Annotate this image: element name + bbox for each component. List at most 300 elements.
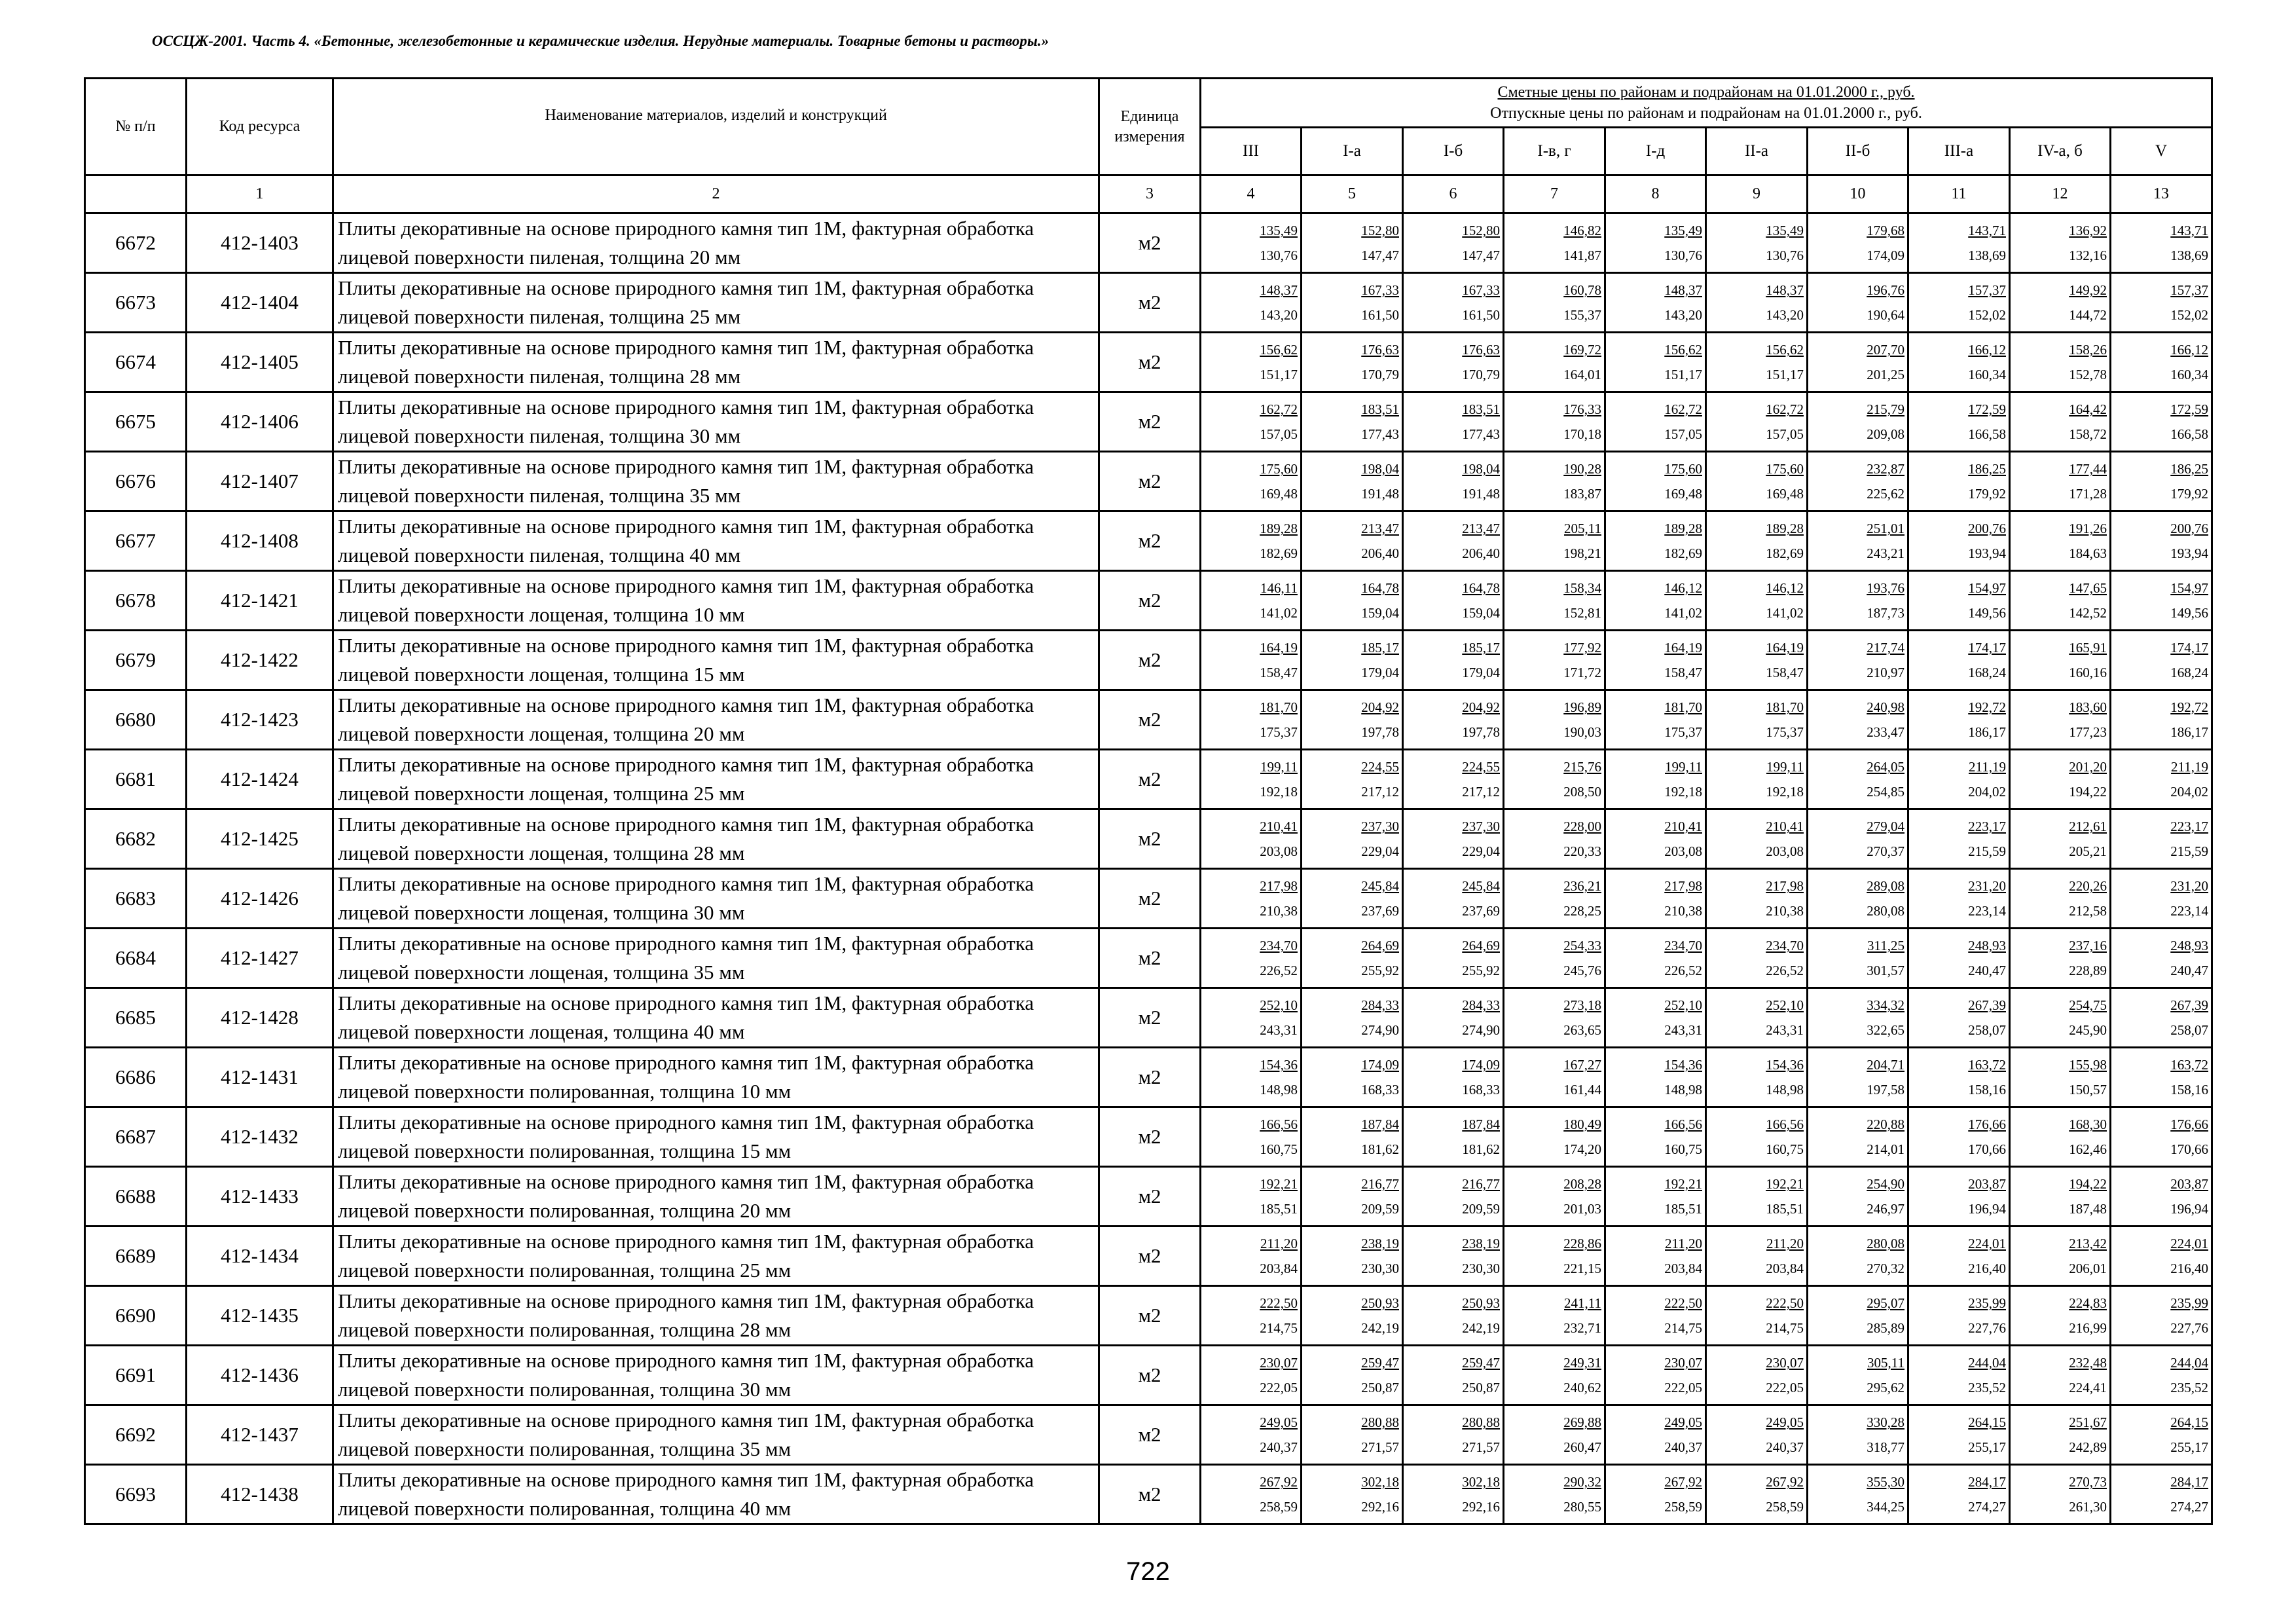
price-cell	[2111, 988, 2212, 1048]
numbering-cell: 4	[1201, 175, 1302, 213]
estimate-price: 207,70	[1867, 342, 1904, 358]
release-price: 192,18	[1664, 784, 1702, 800]
estimate-price: 217,98	[1260, 878, 1298, 894]
price-cell	[1302, 929, 1403, 988]
release-price: 152,02	[2170, 307, 2209, 323]
estimate-price: 169,72	[1563, 342, 1601, 358]
price-cell	[1403, 1167, 1504, 1227]
price-cell	[1201, 1286, 1302, 1346]
region-header: II-а	[1706, 128, 1808, 175]
price-cell	[1908, 452, 2010, 511]
numbering-cell: 11	[1908, 175, 2010, 213]
estimate-price: 163,72	[1968, 1057, 2006, 1073]
release-price: 169,48	[1766, 486, 1804, 502]
price-cell	[1908, 869, 2010, 929]
release-price: 170,66	[2170, 1141, 2209, 1157]
release-price: 229,04	[1462, 843, 1500, 859]
material-name: Плиты декоративные на основе природного камня тип 1М, фактурная обработка лицевой поверхности лощеная, толщина 15 мм	[333, 631, 1099, 690]
price-cell	[1808, 571, 1908, 631]
estimate-price: 211,20	[1260, 1236, 1298, 1251]
estimate-price: 269,88	[1563, 1414, 1601, 1430]
price-cell	[1504, 869, 1605, 929]
release-price: 141,87	[1563, 248, 1601, 263]
release-price: 181,62	[1462, 1141, 1500, 1157]
release-price: 175,37	[1664, 724, 1702, 740]
release-price: 196,94	[1968, 1201, 2006, 1217]
estimate-price: 240,98	[1867, 699, 1904, 715]
release-price: 141,02	[1766, 605, 1804, 621]
estimate-price: 166,56	[1260, 1116, 1298, 1132]
estimate-price: 213,47	[1462, 521, 1500, 536]
estimate-price: 217,74	[1867, 640, 1904, 655]
estimate-price: 220,26	[2069, 878, 2107, 894]
estimate-price: 252,10	[1260, 997, 1298, 1013]
row-number: 6692	[85, 1405, 187, 1465]
release-price: 187,48	[2069, 1201, 2107, 1217]
release-price: 242,19	[1361, 1320, 1399, 1336]
estimate-price: 152,80	[1462, 223, 1500, 238]
estimate-price: 201,20	[2069, 759, 2107, 775]
price-cell	[1808, 869, 1908, 929]
estimate-price: 176,63	[1361, 342, 1399, 358]
estimate-price: 210,41	[1766, 819, 1804, 834]
release-price: 132,16	[2069, 248, 2107, 263]
release-price: 197,78	[1361, 724, 1399, 740]
price-cell	[1706, 452, 1808, 511]
release-price: 143,20	[1766, 307, 1804, 323]
release-price: 179,92	[2170, 486, 2209, 502]
unit-of-measure: м2	[1099, 1227, 1201, 1286]
unit-of-measure: м2	[1099, 631, 1201, 690]
table-row	[85, 1286, 2212, 1346]
price-cell	[1605, 571, 1706, 631]
release-price: 174,09	[1867, 248, 1904, 263]
release-price: 182,69	[1766, 545, 1804, 561]
row-number: 6693	[85, 1465, 187, 1524]
estimate-price: 192,72	[1968, 699, 2006, 715]
estimate-price: 252,10	[1664, 997, 1702, 1013]
row-number: 6690	[85, 1286, 187, 1346]
release-price: 228,89	[2069, 963, 2107, 978]
release-price: 258,07	[2170, 1022, 2209, 1038]
release-price: 203,84	[1664, 1261, 1702, 1276]
price-cell	[1908, 273, 2010, 333]
resource-code: 412-1435	[187, 1286, 333, 1346]
price-cell	[1605, 809, 1706, 869]
release-price: 292,16	[1361, 1499, 1399, 1515]
estimate-price: 183,51	[1361, 401, 1399, 417]
estimate-price: 237,16	[2069, 938, 2107, 953]
estimate-price: 154,97	[1968, 580, 2006, 596]
unit-of-measure: м2	[1099, 929, 1201, 988]
price-cell	[1403, 809, 1504, 869]
price-cell	[1403, 392, 1504, 452]
unit-of-measure: м2	[1099, 1107, 1201, 1167]
estimate-price: 164,42	[2069, 401, 2107, 417]
estimate-price: 211,20	[1665, 1236, 1702, 1251]
price-cell	[1403, 1405, 1504, 1465]
release-price: 169,48	[1260, 486, 1298, 502]
estimate-price: 143,71	[2170, 223, 2209, 238]
numbering-cell-empty	[85, 175, 187, 213]
estimate-price: 245,84	[1361, 878, 1399, 894]
price-cell	[1908, 750, 2010, 809]
row-number: 6678	[85, 571, 187, 631]
release-price: 171,72	[1563, 665, 1601, 680]
region-header: II-б	[1808, 128, 1908, 175]
price-cell	[1302, 988, 1403, 1048]
price-cell	[1504, 631, 1605, 690]
estimate-price: 267,39	[2170, 997, 2209, 1013]
price-cell	[1908, 690, 2010, 750]
estimate-price: 330,28	[1867, 1414, 1904, 1430]
release-price: 150,57	[2069, 1082, 2107, 1098]
material-name: Плиты декоративные на основе природного камня тип 1М, фактурная обработка лицевой поверхности лощеная, толщина 35 мм	[333, 929, 1099, 988]
release-price: 177,43	[1462, 426, 1500, 442]
estimate-price: 187,84	[1361, 1116, 1399, 1132]
price-cell	[1605, 452, 1706, 511]
estimate-price: 216,77	[1462, 1176, 1500, 1192]
estimate-price: 179,68	[1867, 223, 1904, 238]
unit-of-measure: м2	[1099, 333, 1201, 392]
price-cell	[1403, 1227, 1504, 1286]
material-name: Плиты декоративные на основе природного камня тип 1М, фактурная обработка лицевой поверхности лощеная, толщина 40 мм	[333, 988, 1099, 1048]
estimate-price: 311,25	[1867, 938, 1904, 953]
material-name: Плиты декоративные на основе природного камня тип 1М, фактурная обработка лицевой поверхности пиленая, толщина 28 мм	[333, 333, 1099, 392]
estimate-price: 224,01	[1968, 1236, 2006, 1251]
release-price: 175,37	[1766, 724, 1804, 740]
release-price: 221,15	[1563, 1261, 1601, 1276]
estimate-price: 270,73	[2069, 1474, 2107, 1490]
release-price: 209,08	[1867, 426, 1904, 442]
row-number: 6679	[85, 631, 187, 690]
price-cell	[1302, 750, 1403, 809]
estimate-price: 192,21	[1664, 1176, 1702, 1192]
estimate-price: 224,55	[1361, 759, 1399, 775]
resource-code: 412-1436	[187, 1346, 333, 1405]
estimate-price: 213,42	[2069, 1236, 2107, 1251]
release-price: 240,47	[2170, 963, 2209, 978]
release-price: 214,75	[1260, 1320, 1298, 1336]
estimate-price: 189,28	[1766, 521, 1804, 536]
release-price: 194,22	[2069, 784, 2107, 800]
release-price: 184,63	[2069, 545, 2107, 561]
release-price: 210,38	[1260, 903, 1298, 919]
release-price: 159,04	[1361, 605, 1399, 621]
table-row	[85, 869, 2212, 929]
resource-code: 412-1427	[187, 929, 333, 988]
release-price: 255,17	[2170, 1439, 2209, 1455]
release-price: 274,27	[1968, 1499, 2006, 1515]
estimate-price: 183,60	[2069, 699, 2107, 715]
estimate-price: 252,10	[1766, 997, 1804, 1013]
estimate-price: 176,63	[1462, 342, 1500, 358]
release-price: 148,98	[1766, 1082, 1804, 1098]
estimate-price: 236,21	[1563, 878, 1601, 894]
release-price: 152,02	[1968, 307, 2006, 323]
unit-of-measure: м2	[1099, 690, 1201, 750]
estimate-price: 155,98	[2069, 1057, 2107, 1073]
estimate-price: 232,48	[2069, 1355, 2107, 1371]
release-price: 168,33	[1361, 1082, 1399, 1098]
price-cell	[1504, 809, 1605, 869]
row-number: 6677	[85, 511, 187, 571]
release-price: 215,59	[1968, 843, 2006, 859]
price-cell	[1706, 1405, 1808, 1465]
release-price: 217,12	[1361, 784, 1399, 800]
estimate-price: 223,17	[1968, 819, 2006, 834]
price-cell	[1504, 1107, 1605, 1167]
row-number: 6672	[85, 213, 187, 273]
price-cell	[1201, 929, 1302, 988]
estimate-price: 190,28	[1563, 461, 1601, 477]
release-price: 170,79	[1361, 367, 1399, 382]
release-price: 203,84	[1260, 1261, 1298, 1276]
price-cell	[1403, 273, 1504, 333]
price-cell	[2010, 631, 2111, 690]
price-cell	[1808, 1167, 1908, 1227]
release-price: 217,12	[1462, 784, 1500, 800]
price-cell	[1302, 1167, 1403, 1227]
price-cell	[1605, 273, 1706, 333]
table-row	[85, 988, 2212, 1048]
release-price: 215,59	[2170, 843, 2209, 859]
release-price: 143,20	[1664, 307, 1702, 323]
price-cell	[2111, 1227, 2212, 1286]
estimate-price: 248,93	[2170, 938, 2209, 953]
price-cell	[1504, 571, 1605, 631]
material-name: Плиты декоративные на основе природного камня тип 1М, фактурная обработка лицевой поверхности лощеная, толщина 25 мм	[333, 750, 1099, 809]
release-price: 208,50	[1563, 784, 1601, 800]
estimate-price: 196,89	[1563, 699, 1601, 715]
estimate-prices-title: Сметные цены по районам и подрайонам на 01.01.2000 г., руб.	[1497, 84, 1915, 101]
release-price: 223,14	[2170, 903, 2209, 919]
estimate-price: 192,21	[1260, 1176, 1298, 1192]
release-price: 210,38	[1766, 903, 1804, 919]
release-price: 157,05	[1766, 426, 1804, 442]
estimate-price: 199,11	[1260, 759, 1298, 775]
price-cell	[1201, 571, 1302, 631]
price-cell	[1302, 511, 1403, 571]
estimate-price: 204,92	[1462, 699, 1500, 715]
price-cell	[1706, 1107, 1808, 1167]
price-cell	[1808, 1405, 1908, 1465]
estimate-price: 148,37	[1664, 282, 1702, 298]
table-row	[85, 1048, 2212, 1107]
estimate-price: 211,20	[1766, 1236, 1804, 1251]
release-price: 237,69	[1361, 903, 1399, 919]
resource-code: 412-1428	[187, 988, 333, 1048]
release-price: 240,37	[1766, 1439, 1804, 1455]
price-cell	[1403, 690, 1504, 750]
unit-of-measure: м2	[1099, 1346, 1201, 1405]
price-cell	[1908, 1227, 2010, 1286]
price-cell	[2111, 333, 2212, 392]
estimate-price: 302,18	[1462, 1474, 1500, 1490]
estimate-price: 280,88	[1462, 1414, 1500, 1430]
release-price: 158,16	[2170, 1082, 2209, 1098]
price-cell	[2111, 869, 2212, 929]
release-price: 147,47	[1361, 248, 1399, 263]
price-cell	[1908, 392, 2010, 452]
estimate-price: 234,70	[1766, 938, 1804, 953]
price-cell	[1201, 750, 1302, 809]
price-cell	[1403, 750, 1504, 809]
price-cell	[2111, 1107, 2212, 1167]
row-number: 6683	[85, 869, 187, 929]
region-header: III	[1201, 128, 1302, 175]
release-price: 235,52	[1968, 1380, 2006, 1395]
header-unit: Единица измерения	[1099, 79, 1201, 175]
estimate-price: 237,30	[1361, 819, 1399, 834]
price-cell	[1302, 1346, 1403, 1405]
table-row	[85, 1227, 2212, 1286]
price-cell	[1605, 869, 1706, 929]
price-cell	[2111, 511, 2212, 571]
estimate-price: 213,47	[1361, 521, 1399, 536]
price-cell	[1201, 1405, 1302, 1465]
unit-of-measure: м2	[1099, 750, 1201, 809]
price-cell	[2111, 631, 2212, 690]
release-price: 197,58	[1867, 1082, 1904, 1098]
release-price: 240,37	[1260, 1439, 1298, 1455]
price-cell	[1605, 1346, 1706, 1405]
row-number: 6687	[85, 1107, 187, 1167]
price-cell	[1908, 1346, 2010, 1405]
estimate-price: 230,07	[1766, 1355, 1804, 1371]
estimate-price: 174,09	[1462, 1057, 1500, 1073]
release-price: 185,51	[1766, 1201, 1804, 1217]
estimate-price: 254,75	[2069, 997, 2107, 1013]
numbering-cell: 8	[1605, 175, 1706, 213]
release-price: 151,17	[1664, 367, 1702, 382]
row-number: 6682	[85, 809, 187, 869]
price-cell	[1504, 750, 1605, 809]
release-price: 170,66	[1968, 1141, 2006, 1157]
price-cell	[2111, 392, 2212, 452]
release-price: 270,37	[1867, 843, 1904, 859]
price-cell	[1201, 1048, 1302, 1107]
estimate-price: 244,04	[1968, 1355, 2006, 1371]
estimate-price: 244,04	[2170, 1355, 2209, 1371]
row-number: 6674	[85, 333, 187, 392]
price-cell	[1302, 571, 1403, 631]
row-number: 6676	[85, 452, 187, 511]
release-price: 250,87	[1361, 1380, 1399, 1395]
material-name: Плиты декоративные на основе природного камня тип 1М, фактурная обработка лицевой поверхности полированная, толщина 10 мм	[333, 1048, 1099, 1107]
unit-of-measure: м2	[1099, 809, 1201, 869]
estimate-price: 146,12	[1766, 580, 1804, 596]
release-price: 179,92	[1968, 486, 2006, 502]
price-cell	[1605, 929, 1706, 988]
estimate-price: 148,37	[1260, 282, 1298, 298]
estimate-price: 172,59	[2170, 401, 2209, 417]
release-price: 246,97	[1867, 1201, 1904, 1217]
estimate-price: 305,11	[1867, 1355, 1904, 1371]
release-price: 170,79	[1462, 367, 1500, 382]
material-name: Плиты декоративные на основе природного камня тип 1М, фактурная обработка лицевой поверхности полированная, толщина 20 мм	[333, 1167, 1099, 1227]
resource-code: 412-1404	[187, 273, 333, 333]
price-cell	[1201, 333, 1302, 392]
estimate-price: 174,09	[1361, 1057, 1399, 1073]
estimate-price: 204,71	[1867, 1057, 1904, 1073]
price-cell	[2111, 1048, 2212, 1107]
price-cell	[1605, 1048, 1706, 1107]
price-cell	[1302, 690, 1403, 750]
table-row	[85, 1346, 2212, 1405]
estimate-price: 181,70	[1260, 699, 1298, 715]
header-code: Код ресурса	[187, 79, 333, 175]
estimate-price: 162,72	[1260, 401, 1298, 417]
estimate-price: 234,70	[1664, 938, 1702, 953]
estimate-price: 149,92	[2069, 282, 2107, 298]
release-price: 157,05	[1664, 426, 1702, 442]
estimate-price: 181,70	[1664, 699, 1702, 715]
estimate-price: 249,31	[1563, 1355, 1601, 1371]
release-price: 152,81	[1563, 605, 1601, 621]
estimate-price: 165,91	[2069, 640, 2107, 655]
numbering-cell: 2	[333, 175, 1099, 213]
release-price: 174,20	[1563, 1141, 1601, 1157]
estimate-price: 160,78	[1563, 282, 1601, 298]
release-price: 186,17	[1968, 724, 2006, 740]
estimate-price: 146,82	[1563, 223, 1601, 238]
release-price: 169,48	[1664, 486, 1702, 502]
price-cell	[2010, 929, 2111, 988]
estimate-price: 264,15	[1968, 1414, 2006, 1430]
estimate-price: 172,59	[1968, 401, 2006, 417]
price-cell	[1706, 511, 1808, 571]
estimate-price: 264,69	[1361, 938, 1399, 953]
release-price: 214,75	[1664, 1320, 1702, 1336]
estimate-price: 185,17	[1361, 640, 1399, 655]
table-row	[85, 213, 2212, 273]
price-cell	[1302, 392, 1403, 452]
price-cell	[1808, 929, 1908, 988]
release-price: 206,40	[1361, 545, 1399, 561]
price-cell	[2111, 1286, 2212, 1346]
release-price: 243,31	[1664, 1022, 1702, 1038]
material-name: Плиты декоративные на основе природного камня тип 1М, фактурная обработка лицевой поверхности полированная, толщина 30 мм	[333, 1346, 1099, 1405]
unit-of-measure: м2	[1099, 1167, 1201, 1227]
price-cell	[1403, 988, 1504, 1048]
release-price: 168,33	[1462, 1082, 1500, 1098]
estimate-price: 223,17	[2170, 819, 2209, 834]
price-cell	[1908, 929, 2010, 988]
price-cell	[2111, 452, 2212, 511]
price-cell	[1403, 1286, 1504, 1346]
release-price: 224,41	[2069, 1380, 2107, 1395]
resource-code: 412-1422	[187, 631, 333, 690]
estimate-price: 224,55	[1462, 759, 1500, 775]
estimate-price: 176,66	[2170, 1116, 2209, 1132]
estimate-price: 180,49	[1563, 1116, 1601, 1132]
estimate-price: 194,22	[2069, 1176, 2107, 1192]
price-cell	[1908, 333, 2010, 392]
estimate-price: 136,92	[2069, 223, 2107, 238]
price-cell	[1605, 631, 1706, 690]
estimate-price: 163,72	[2170, 1057, 2209, 1073]
estimate-price: 157,37	[1968, 282, 2006, 298]
table-row	[85, 690, 2212, 750]
numbering-cell: 7	[1504, 175, 1605, 213]
release-price: 149,56	[1968, 605, 2006, 621]
table-row	[85, 929, 2212, 988]
estimate-price: 273,18	[1563, 997, 1601, 1013]
release-price: 274,90	[1462, 1022, 1500, 1038]
release-price: 274,27	[2170, 1499, 2209, 1515]
release-price: 223,14	[1968, 903, 2006, 919]
